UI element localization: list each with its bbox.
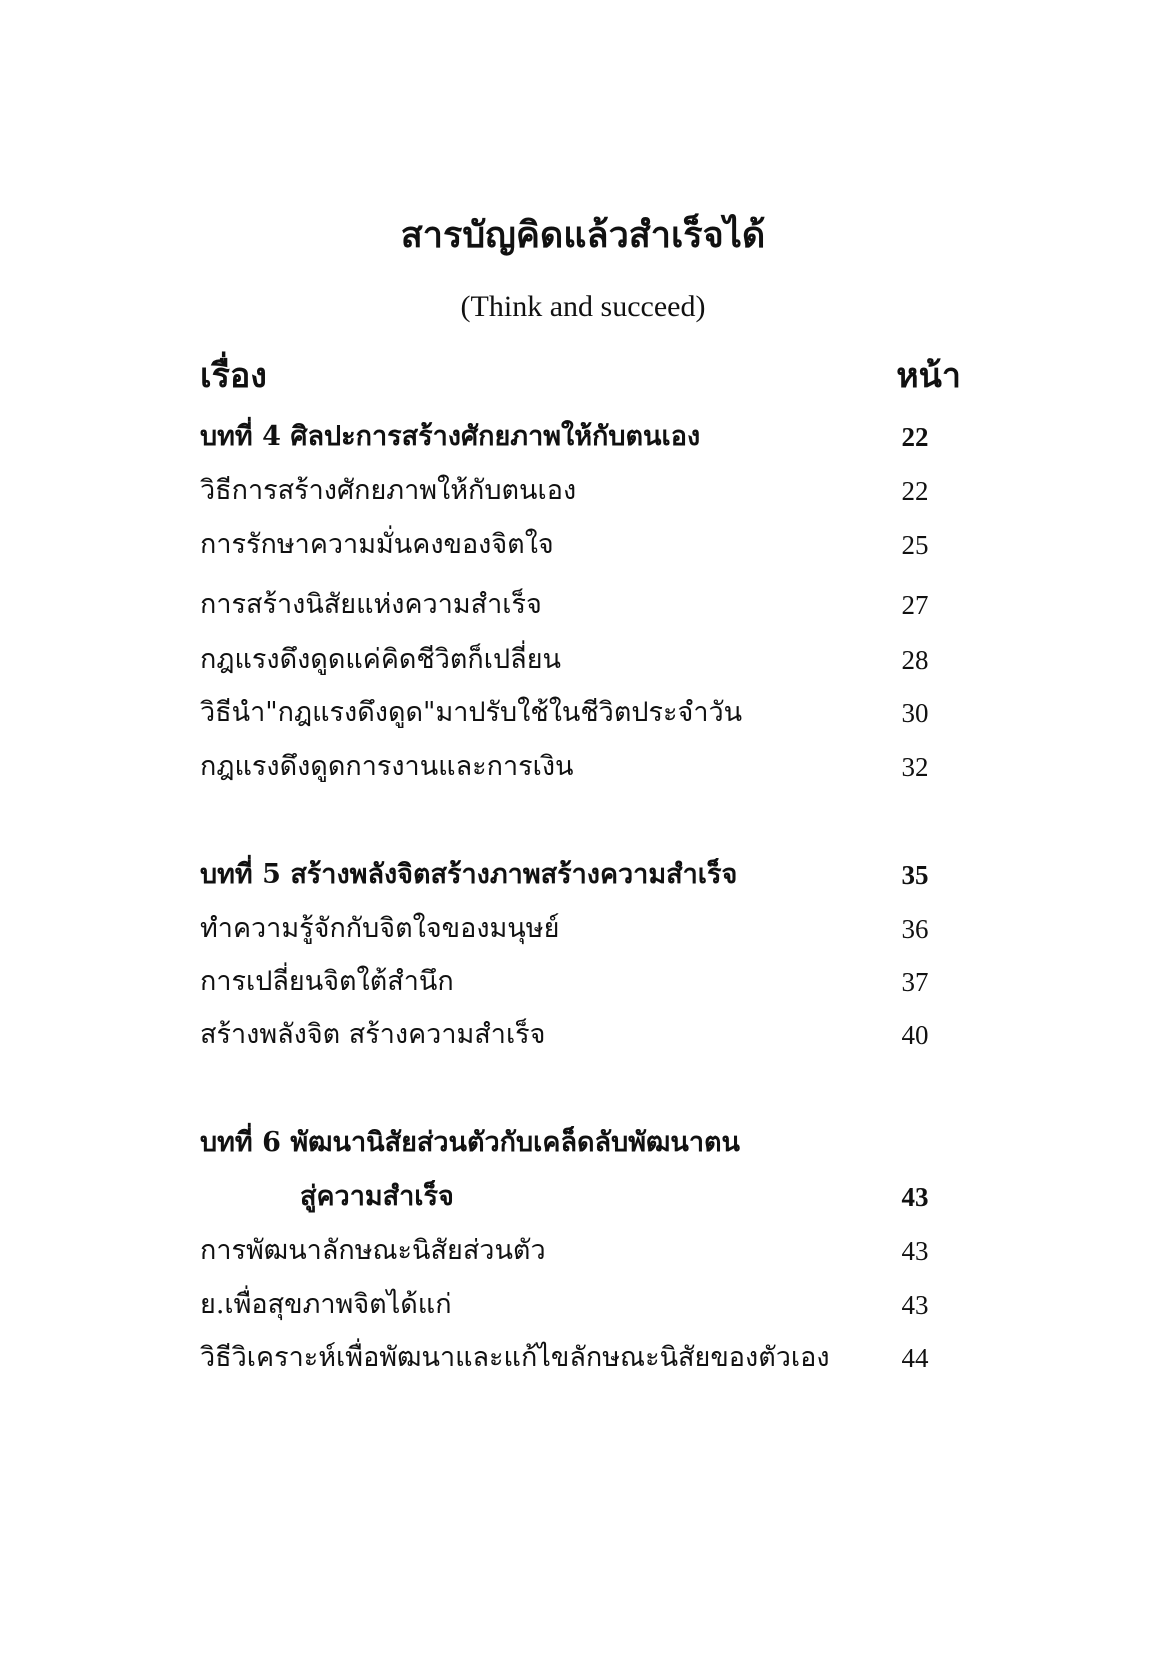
toc-entry-title: การรักษาความมั่นคงของจิตใจ <box>200 529 554 560</box>
toc-chapter-heading-continued <box>200 1173 945 1221</box>
toc-entry <box>200 1011 945 1059</box>
toc-entry-title: บทที่ 6 พัฒนานิสัยส่วนตัวกับเคล็ดลับพัฒนาตน <box>200 1127 741 1158</box>
toc-entry-title: สู่ความสำเร็จ <box>300 1181 454 1212</box>
toc-entry-title: สร้างพลังจิต สร้างความสำเร็จ <box>200 1019 546 1050</box>
toc-entry <box>200 1227 945 1275</box>
toc-entry-title: การเปลี่ยนจิตใต้สำนึก <box>200 966 454 997</box>
column-header-page: หน้า <box>896 356 961 396</box>
toc-entry <box>200 1334 945 1382</box>
page-title: สารบัญคิดแล้วสำเร็จได้ <box>400 214 766 256</box>
toc-entry <box>200 743 945 791</box>
toc-entry-title: กฎแรงดึงดูดแค่คิดชีวิตก็เปลี่ยน <box>200 644 561 675</box>
toc-entry <box>200 958 945 1006</box>
toc-entry <box>200 1281 945 1329</box>
toc-entry-title: บทที่ 5 สร้างพลังจิตสร้างภาพสร้างความสำเร็จ <box>200 859 738 890</box>
toc-entry-page: 28 <box>901 645 929 675</box>
toc-entry-page: 22 <box>901 476 929 506</box>
toc-entry-title: บทที่ 4 ศิลปะการสร้างศักยภาพให้กับตนเอง <box>200 421 701 452</box>
toc-entry-page: 22 <box>901 422 929 452</box>
toc-entry-title: กฎแรงดึงดูดการงานและการเงิน <box>200 751 574 782</box>
toc-chapter-heading <box>200 413 945 461</box>
toc-chapter-heading <box>200 1119 945 1167</box>
toc-entry-page: 44 <box>901 1343 929 1373</box>
toc-entry-title: ทำความรู้จักกับจิตใจของมนุษย์ <box>200 913 560 944</box>
toc-entry-page: 43 <box>901 1236 929 1266</box>
toc-entry-page: 37 <box>901 967 929 997</box>
toc-entry <box>200 581 945 629</box>
toc-entry-page: 36 <box>901 914 929 944</box>
toc-entry-title: การพัฒนาลักษณะนิสัยส่วนตัว <box>200 1235 546 1266</box>
toc-chapter-heading <box>200 851 945 899</box>
toc-entry <box>200 467 945 515</box>
toc-entry-title: การสร้างนิสัยแห่งความสำเร็จ <box>200 589 542 620</box>
toc-entry <box>200 636 945 684</box>
toc-entry-title: วิธีนำ"กฎแรงดึงดูด"มาปรับใช้ในชีวิตประจำวัน <box>200 697 743 728</box>
toc-entry <box>200 689 945 737</box>
toc-entry <box>200 521 945 569</box>
column-header-topic: เรื่อง <box>200 356 267 396</box>
toc-entry-title: วิธีวิเคราะห์เพื่อพัฒนาและแก้ไขลักษณะนิสัยของตัวเอง <box>200 1342 830 1373</box>
toc-entry-page: 25 <box>901 530 929 560</box>
toc-entry-page: 35 <box>901 860 929 890</box>
toc-entry-page: 40 <box>901 1020 929 1050</box>
toc-entry-title: วิธีการสร้างศักยภาพให้กับตนเอง <box>200 475 577 506</box>
toc-entry-title: ย.เพื่อสุขภาพจิตได้แก่ <box>200 1289 452 1320</box>
toc-entry <box>200 905 945 953</box>
toc-entry-page: 32 <box>901 752 929 782</box>
page-subtitle: (Think and succeed) <box>460 290 706 323</box>
toc-entry-page: 27 <box>901 590 929 620</box>
toc-entry-page: 30 <box>901 698 929 728</box>
toc-entry-page: 43 <box>901 1290 929 1320</box>
toc-entry-page: 43 <box>901 1182 929 1212</box>
